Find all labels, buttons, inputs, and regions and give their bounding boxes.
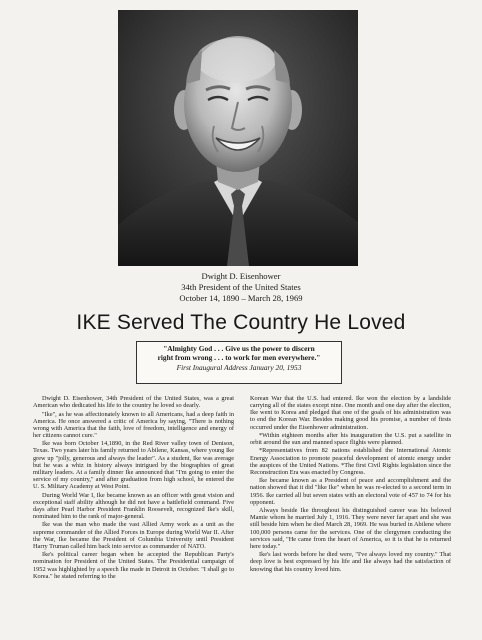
portrait-caption-dates: October 14, 1890 – March 28, 1969 <box>179 293 303 303</box>
quote-line-1: "Almighty God . . . Give us the power to discern <box>163 344 315 353</box>
article-left-column <box>33 395 234 637</box>
article-paragraph: *Within eighteen months after his inauguration the U.S. put a satellite in orbit around the sun and manned space flights were planned. <box>250 431 451 447</box>
article-paragraph: Ike was the man who made the vast Allied Army work as a unit as the supreme commander of the Allied Forces in Europe during World War II. After the War, Ike became the President of Columbia University until President Harry Truman called him back into service as commander of NATO. <box>33 521 234 550</box>
portrait-photo <box>118 10 358 266</box>
portrait-illustration <box>118 10 358 266</box>
article-paragraph: Ike was born October 14,1890, in the Red River valley town of Denison, Texas. Two years later his family returned to Abilene, Kansas, where young Ike grew up "jolly, generous and always the leader". As a student, Ike was average but he was a whiz in history always intrigued by the biographies of great military leaders. At a family dinner Ike announced that "I'm going to enter the service of my country," and after graduation from high school, he entered the U. S. Military Academy at West Point. <box>33 440 234 491</box>
article-right-column <box>250 395 451 637</box>
article-paragraph: During World War I, Ike became known as an officer with great vision and exceptional staff ability although he did not have a battlefield command. Five days after Pearl Harbor President Franklin Roosevelt, recognized Ike's skill, nominated him to the rank of major-general. <box>33 491 234 521</box>
quote-line-2: right from wrong . . . to work for men everywhere." <box>157 352 321 362</box>
article-paragraph: Always beside Ike throughout his distinguished career was his beloved Mamie whom he married July 1, 1916. They were never far apart and she was still beside him when he died March 28, 1969. He was buried in Abilene where 100,000 persons came for the services. One of the clergymen conducting the services said, "He came from the heart of America, so it is that he is returned here today." <box>250 507 451 550</box>
portrait-caption-name: Dwight D. Eisenhower <box>201 271 281 281</box>
article-paragraph: Dwight D. Eisenhower, 34th President of the United States, was a great American who dedicated his life to the country he loved so dearly. <box>33 395 234 410</box>
article-paragraph: Ike's political career began when he accepted the Republican Party's nomination for President of the United States. The Presidential campaign of 1952 was highlighted by a speech Ike made in Detroit in October. "I shall go to Korea." he stated referring to the <box>33 551 234 580</box>
quote-source: First Inaugural Address January 20, 1953 <box>176 362 302 372</box>
article-paragraph: Ike became known as a President of peace and accomplishment and the nation showed that it did "like Ike" when he was re-elected to a second term in 1956. Ike carried all but seven states with an electoral vote of 457 to 74 for his opponent. <box>250 477 451 506</box>
portrait-caption-role: 34th President of the United States <box>181 282 301 292</box>
article-paragraph: Ike's last words before he died were, "I've always loved my country." That deep love is best expressed by his life and Ike always had the satisfaction of knowing that his country loved him. <box>250 551 451 573</box>
inaugural-quote-box <box>136 341 342 384</box>
headline: IKE Served The Country He Loved <box>76 311 406 334</box>
article-paragraph: Korean War that the U.S. had entered. Ike won the election by a landslide carrying all of the states except nine. One month and one day after the election, Ike went to Korea and pledged that one of the goals of his administration was to end the Korean War. Besides making good his promise, a number of firsts occurred under the Eisenhower administration. <box>250 395 451 431</box>
article-paragraph: *Representatives from 82 nations established the International Atomic Energy Association to promote peaceful development of atomic energy under the auspices of the United Nations. *The first Civil Rights legislation since the Reconstruction Era was enacted by Congress. <box>250 447 451 476</box>
article-paragraph: "Ike", as he was affectionately known to all Americans, had a deep faith in America. He once answered a critic of America by saying, "There is nothing wrong with America that the faith, love of freedom, intelligence and energy of her citizens cannot cure." <box>33 410 234 439</box>
